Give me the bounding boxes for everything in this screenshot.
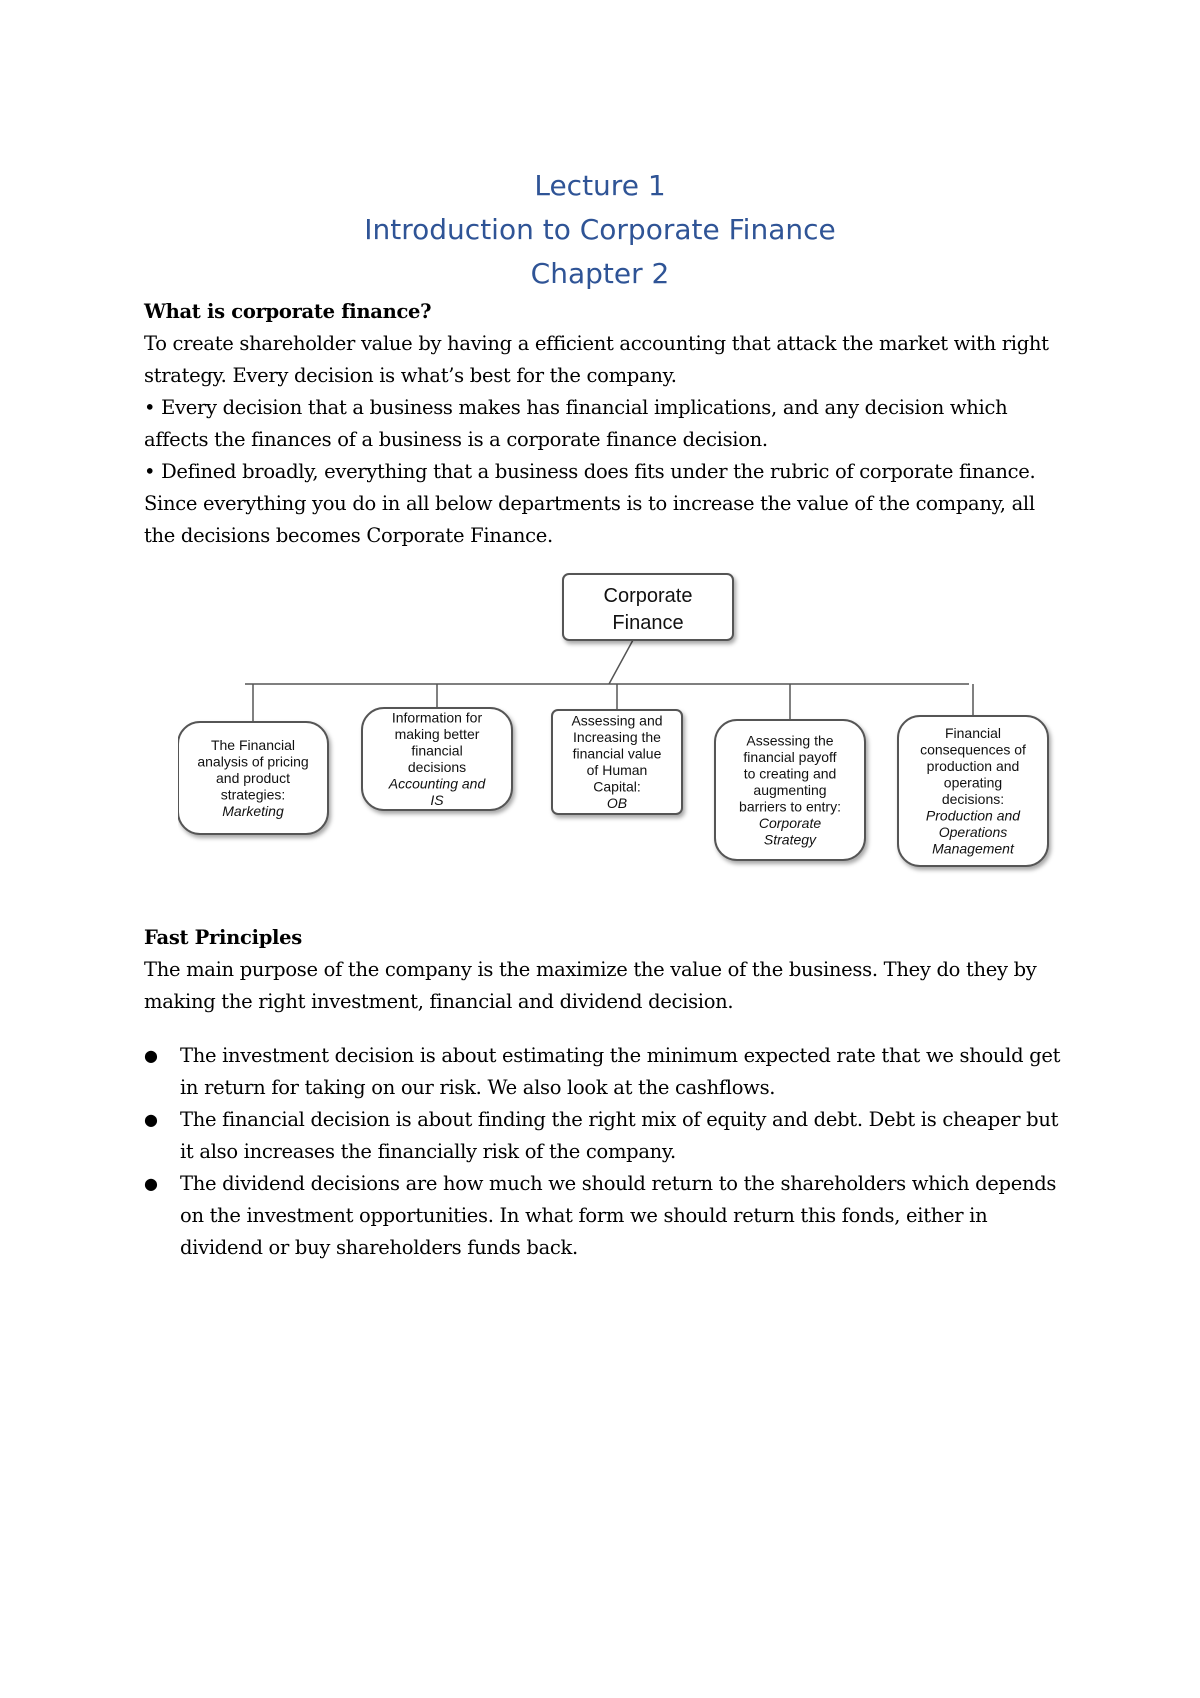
section-heading: Fast Principles: [144, 926, 302, 949]
diagram-child-box: [552, 710, 682, 814]
child-box-label: financial value: [572, 745, 662, 762]
child-box-label: OB: [606, 795, 628, 811]
section-what-is-corporate-finance: [144, 296, 1069, 552]
child-box-label: IS: [430, 792, 444, 808]
connector-line: [609, 640, 633, 684]
diagram-child-box: [898, 716, 1048, 866]
paragraph: The main purpose of the company is the maximize the value of the business. They do they by making the right investment, financial and dividend decision.: [144, 958, 1037, 1013]
title-lecture: Lecture 1: [534, 169, 666, 202]
child-box-label: financial payoff: [743, 748, 837, 765]
diagram-child-box: [178, 722, 328, 834]
list-item: [144, 1040, 1069, 1104]
child-box-label: augmenting: [753, 781, 827, 798]
list-item-text: The investment decision is about estimating the minimum expected rate that we should get in return for taking on our risk. We also look at the cashflows.: [180, 1044, 1061, 1099]
child-box-label: financial: [411, 742, 463, 759]
diagram-child-box: [715, 720, 865, 860]
child-box-label: Information for: [391, 709, 483, 726]
child-box-label: of Human: [586, 762, 648, 778]
child-box-label: decisions:: [941, 791, 1005, 807]
child-box-label: decisions: [407, 759, 467, 775]
document-title: [0, 164, 1200, 296]
child-box-label: to creating and: [743, 765, 837, 782]
title-chapter: Chapter 2: [530, 257, 670, 290]
child-box-label: barriers to entry:: [739, 798, 841, 815]
diagram-children: [178, 708, 1048, 866]
child-box-label: Strategy: [763, 831, 817, 848]
child-box-label: analysis of pricing: [197, 753, 309, 770]
paragraph: To create shareholder value by having a efficient accounting that attack the market with right strategy. Every decision is what’s best for the company.: [144, 332, 1049, 387]
child-box-label: Production and: [925, 807, 1021, 824]
bullet-icon: ●: [144, 1174, 158, 1193]
corporate-finance-diagram: [178, 570, 1058, 890]
bullet-icon: ●: [144, 1046, 158, 1065]
child-box-label: Assessing the: [746, 732, 834, 749]
bullet-icon: ●: [144, 1110, 158, 1129]
child-box-label: Financial: [944, 725, 1002, 741]
child-box-label: Increasing the: [573, 729, 661, 745]
root-label: Corporate: [603, 585, 693, 607]
child-box-label: operating: [943, 774, 1003, 791]
section-fast-principles: [144, 922, 1069, 1018]
diagram-svg: [178, 570, 1058, 890]
root-label: Finance: [612, 612, 684, 634]
child-box-label: Assessing and: [571, 712, 663, 729]
list-item-text: The financial decision is about finding the right mix of equity and debt. Debt is cheaper but it also increases the financially risk of the company.: [180, 1108, 1059, 1163]
section-heading: What is corporate finance?: [144, 300, 432, 323]
child-box-label: consequences of: [920, 741, 1026, 758]
list-item-text: The dividend decisions are how much we should return to the shareholders which depends on the investment opportunities. In what form we should return this fonds, either in dividend or buy shareholders funds back.: [180, 1172, 1057, 1259]
principles-list: [144, 1040, 1069, 1264]
child-box-label: strategies:: [220, 786, 286, 803]
paragraph: • Every decision that a business makes has financial implications, and any decision which affects the finances of a business is a corporate finance decision.: [144, 396, 1008, 451]
child-box-label: production and: [926, 758, 1020, 774]
list-item: [144, 1168, 1069, 1264]
child-box-label: Corporate: [758, 814, 822, 831]
diagram-child-box: [362, 708, 512, 810]
child-box-label: Operations: [938, 824, 1008, 840]
diagram-root: [563, 574, 733, 640]
list-item: [144, 1104, 1069, 1168]
paragraph: • Defined broadly, everything that a business does fits under the rubric of corporate finance. Since everything you do in all below departments is to increase the value of the company, all the decisions becomes Corporate Finance.: [144, 460, 1036, 547]
title-topic: Introduction to Corporate Finance: [364, 213, 836, 246]
child-box-label: Accounting and: [388, 775, 486, 792]
child-box-label: and product: [216, 769, 290, 786]
child-box-label: The Financial: [210, 736, 296, 753]
child-box-label: Capital:: [593, 778, 641, 795]
child-box-label: making better: [394, 726, 480, 742]
child-box-label: Marketing: [222, 802, 284, 819]
child-box-label: Management: [932, 840, 1014, 857]
